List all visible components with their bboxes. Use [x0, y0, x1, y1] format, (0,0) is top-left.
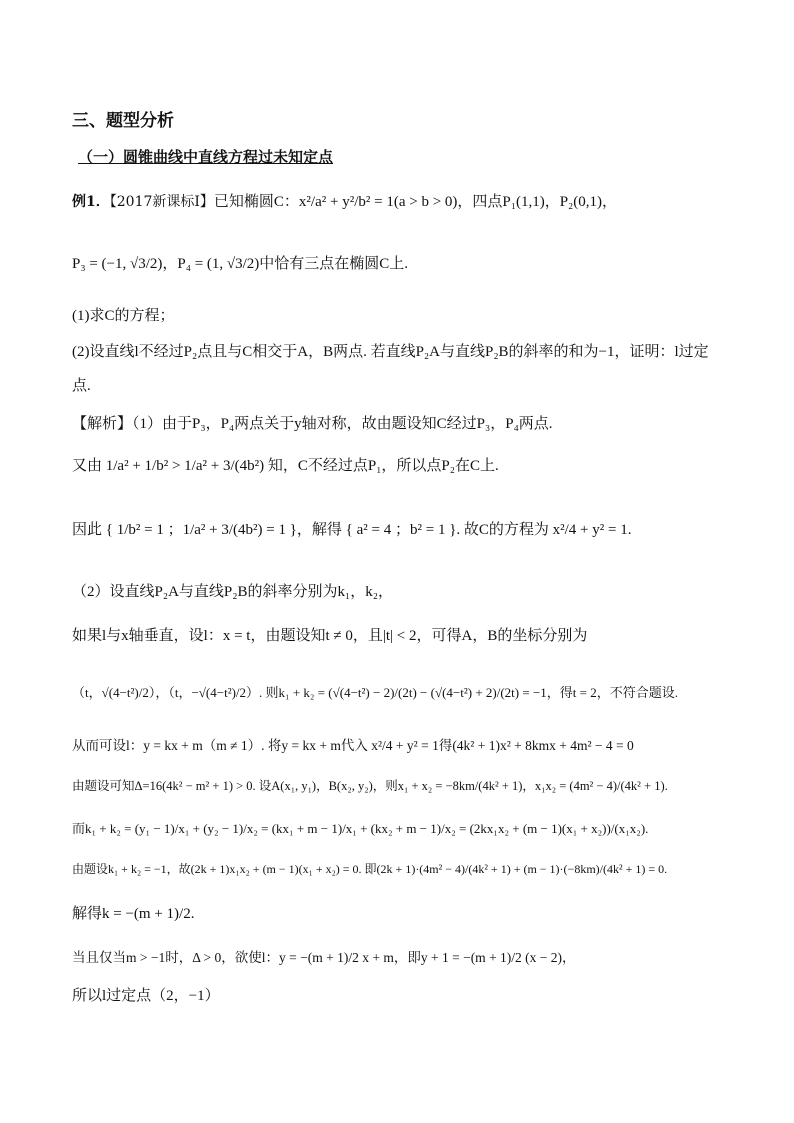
solution-line-13: 所以l过定点（2，−1） [72, 988, 220, 1004]
question-1: (1)求C的方程； [72, 308, 175, 324]
solution-line-6: （t，√(4−t²)/2），（t，−√(4−t²)/2）. 则k₁ + k₂ = (√(4−t²) − 2)/(2t) − (√(4−t²) + 2)/(2t) = −1，得t = 2，不符合题设. [72, 685, 678, 700]
solution-line-9: 而k₁ + k₂ = (y₁ − 1)/x₁ + (y₂ − 1)/x₂ = (kx₁ + m − 1)/x₁ + (kx₂ + m − 1)/x₂ = (2kx₁x₂ + (m − 1)(x₁ + x₂))/(x₁x₂). [72, 821, 649, 836]
example-source: 【2017新课标Ⅰ】 [109, 194, 214, 210]
section-title: 三、题型分析 [72, 111, 174, 131]
solution-line-3: 因此 { 1/b² = 1 ；1/a² + 3/(4b²) = 1 }，解得 { a² = 4 ；b² = 1 }. 故C的方程为 x²/4 + y² = 1. [72, 522, 632, 538]
solution-line-2: 又由 1/a² + 1/b² > 1/a² + 3/(4b²) 知，C不经过点P₁，所以点P₂在C上. [72, 458, 499, 474]
solution-line-8: 由题设可知Δ=16(4k² − m² + 1) > 0. 设A(x₁, y₁)，B(x₂, y₂)，则x₁ + x₂ = −8km/(4k² + 1)，x₁x₂ = (4m² − 4)/(4k² + 1). [72, 779, 668, 793]
solution-line-11: 解得k = −(m + 1)/2. [72, 906, 195, 922]
example-stem-text1: 已知椭圆C：x²/a² + y²/b² = 1(a > b > 0)，四点P₁(1,1)，P₂(0,1)， [213, 194, 618, 210]
example-stem-line1 [72, 190, 617, 211]
question-2-line1: (2)设直线l不经过P₂点且与C相交于A，B两点. 若直线P₂A与直线P₂B的斜率的和为−1，证明：l过定 [72, 344, 709, 360]
solution-line-10: 由题设k₁ + k₂ = −1，故(2k + 1)x₁x₂ + (m − 1)(x₁ + x₂) = 0. 即(2k + 1)·(4m² − 4)/(4k² + 1) + (m − 1)·(−8km)/(4k² + 1) = 0. [72, 862, 668, 876]
solution-line-1: 【解析】（1）由于P₃，P₄两点关于y轴对称，故由题设知C经过P₃，P₄两点. [72, 416, 553, 432]
solution-line-12: 当且仅当m > −1时，Δ > 0，欲使l：y = −(m + 1)/2 x + m，即y + 1 = −(m + 1)/2 (x − 2)， [72, 950, 576, 965]
example-label: 例1． [72, 194, 110, 210]
question-2-line2: 点. [72, 378, 91, 394]
solution-line-5: 如果l与x轴垂直，设l：x = t，由题设知t ≠ 0，且|t| < 2，可得A，B的坐标分别为 [72, 628, 588, 644]
example-stem-line2: P₃ = (−1, √3/2)，P₄ = (1, √3/2)中恰有三点在椭圆C上. [72, 256, 409, 272]
solution-line-7: 从而可设l：y = kx + m（m ≠ 1）. 将y = kx + m代入 x²/4 + y² = 1得(4k² + 1)x² + 8kmx + 4m² − 4 = 0 [72, 738, 634, 753]
section-subtitle: （一）圆锥曲线中直线方程过未知定点 [78, 148, 334, 166]
solution-line-4: （2）设直线P₂A与直线P₂B的斜率分别为k₁，k₂， [72, 584, 393, 600]
